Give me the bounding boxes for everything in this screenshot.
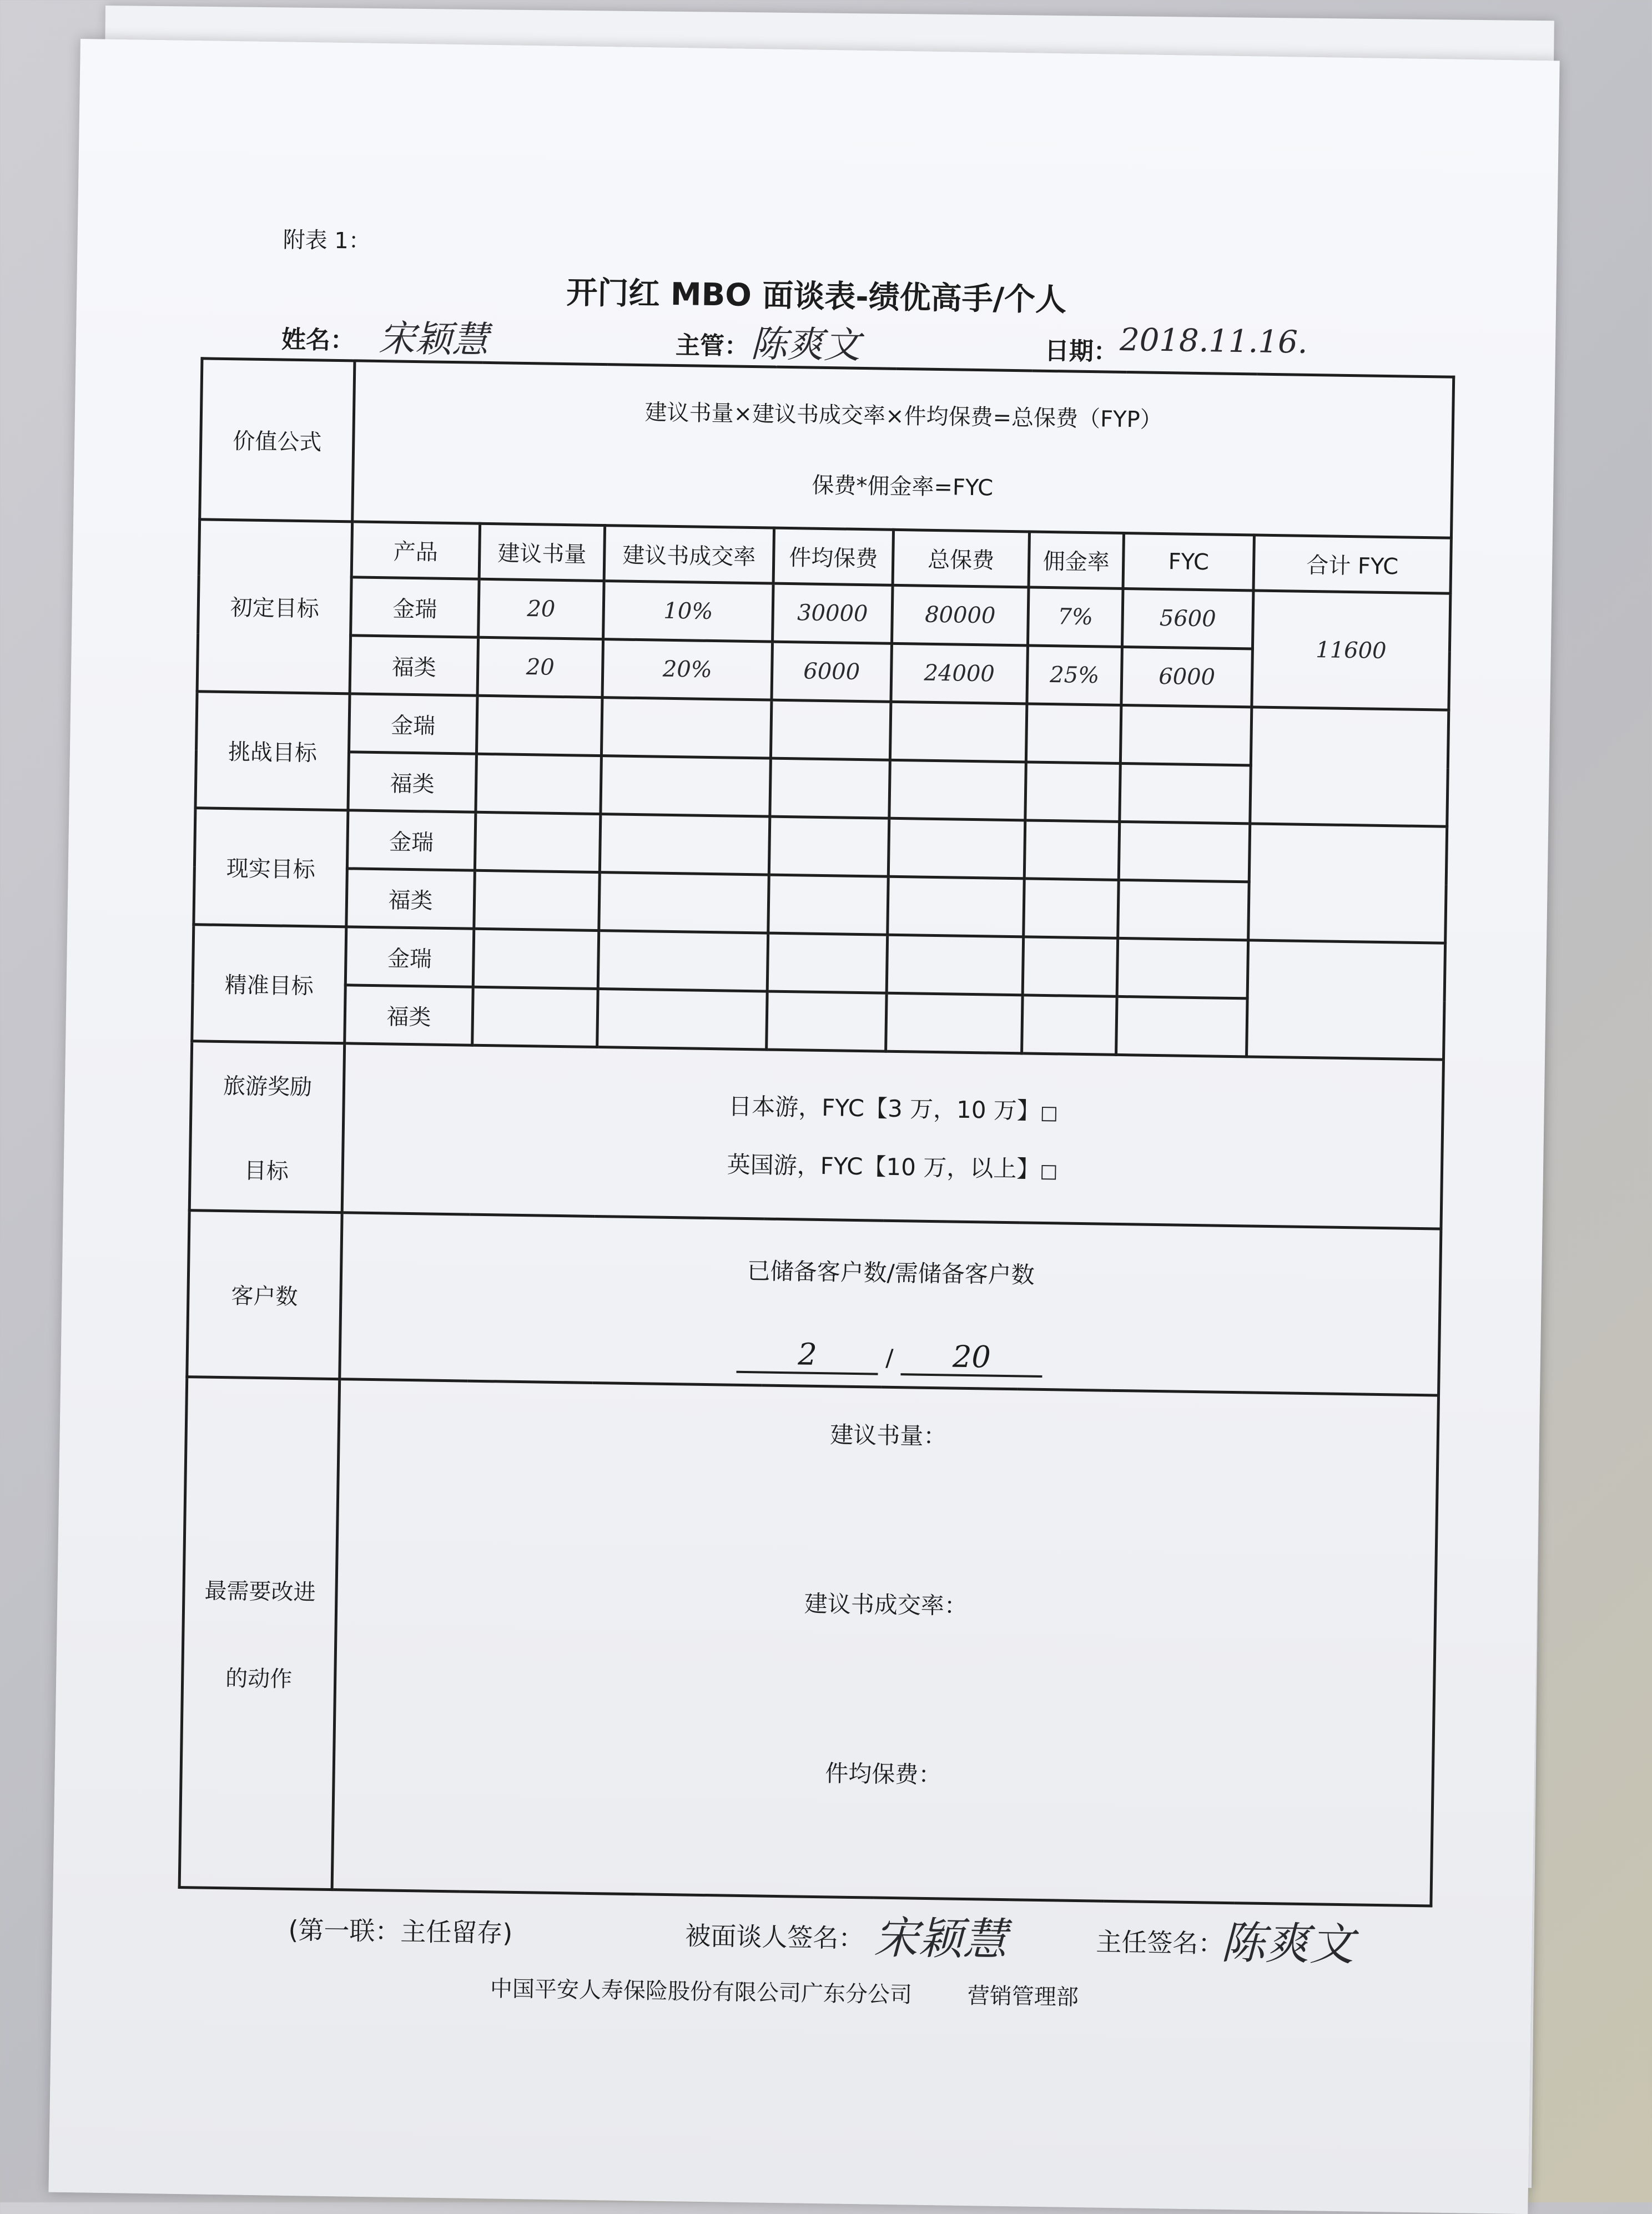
supervisor-label: 主管： <box>675 331 749 361</box>
column-header: 建议书量 <box>479 523 605 581</box>
value-cell <box>474 870 600 930</box>
total-fyc-cell <box>1247 940 1445 1060</box>
interviewee-signature-label: 被面谈人签名： <box>685 1920 864 1954</box>
value-cell <box>1024 879 1119 939</box>
value-cell <box>886 993 1023 1053</box>
travel-options <box>342 1043 1443 1229</box>
travel-option-japan <box>345 1082 1442 1132</box>
department-name: 营销管理部 <box>967 1983 1079 2011</box>
value-cell <box>601 756 771 817</box>
fraction-separator: / <box>885 1344 894 1371</box>
value-cell <box>476 754 602 814</box>
travel-label-line-2: 目标 <box>244 1158 289 1184</box>
value-cell <box>1120 705 1252 765</box>
value-cell <box>1024 820 1120 880</box>
value-cell <box>1118 880 1250 940</box>
actions-label-line-1: 最需要改进 <box>204 1578 316 1606</box>
product-cell: 金瑞 <box>349 694 477 754</box>
date-label: 日期： <box>1044 336 1119 366</box>
actions-cell <box>332 1379 1439 1906</box>
value-cell <box>601 698 772 759</box>
value-cell <box>767 933 888 993</box>
copy-note: (第一联：主任留存) <box>288 1914 513 1948</box>
actions-row <box>179 1377 1439 1906</box>
value-cell <box>1023 937 1118 997</box>
travel-label <box>189 1041 344 1213</box>
column-header: 件均保费 <box>773 528 893 585</box>
travel-option-uk <box>344 1141 1441 1190</box>
checkbox-uk[interactable]: □ <box>1039 1159 1058 1182</box>
value-cell: 6000 <box>1121 647 1253 707</box>
column-header: 建议书成交率 <box>604 526 774 584</box>
value-cell <box>889 760 1026 820</box>
action-item-avg-premium: 件均保费： <box>824 1759 942 1789</box>
section-label: 初定目标 <box>197 520 352 694</box>
value-cell <box>475 812 601 872</box>
name-label: 姓名： <box>281 325 355 355</box>
travel-option-japan-text: 日本游，FYC【3 万，10 万】 <box>728 1092 1041 1124</box>
travel-label-line-1: 旅游奖励 <box>223 1073 313 1100</box>
action-item-proposal-count: 建议书量： <box>830 1421 947 1450</box>
value-cell <box>890 702 1027 762</box>
director-signature: 陈爽文 <box>1220 1917 1355 1971</box>
total-fyc-cell <box>1250 707 1449 826</box>
action-item-close-rate: 建议书成交率： <box>804 1590 968 1620</box>
product-cell: 金瑞 <box>345 927 474 987</box>
value-cell <box>600 814 770 875</box>
section-label: 挑战目标 <box>195 692 350 810</box>
section-label: 精准目标 <box>192 925 346 1043</box>
value-cell: 10% <box>603 581 774 642</box>
company-name: 中国平安人寿保险股份有限公司广东分公司 <box>490 1976 913 2008</box>
director-signature-label: 主任签名： <box>1095 1926 1224 1959</box>
column-header: 合计 FYC <box>1253 535 1452 593</box>
value-cell <box>770 758 890 818</box>
name-value: 宋颖慧 <box>378 317 489 361</box>
value-cell <box>476 695 602 755</box>
value-cell: 20% <box>602 639 773 700</box>
value-cell <box>472 987 598 1047</box>
value-cell: 20 <box>477 637 603 697</box>
customers-label: 客户数 <box>187 1211 342 1379</box>
value-cell <box>769 816 889 876</box>
product-cell: 福类 <box>348 752 477 812</box>
column-header: 总保费 <box>893 529 1029 587</box>
value-cell <box>1025 762 1121 822</box>
actions-label <box>179 1377 340 1890</box>
total-fyc-cell <box>1248 824 1447 943</box>
value-cell <box>597 989 768 1050</box>
actions-label-line-2: 的动作 <box>225 1665 293 1692</box>
product-cell: 福类 <box>346 869 475 929</box>
formula-row <box>200 359 1454 538</box>
supervisor-value: 陈爽文 <box>750 322 861 367</box>
interviewee-signature: 宋颖慧 <box>873 1912 1008 1966</box>
value-cell <box>473 929 599 989</box>
value-cell: 80000 <box>892 585 1029 645</box>
value-cell <box>770 700 891 760</box>
value-cell <box>1022 995 1117 1055</box>
value-cell: 7% <box>1028 587 1123 647</box>
mbo-form-table <box>178 357 1455 1907</box>
total-fyc-cell: 11600 <box>1252 591 1450 710</box>
value-cell <box>1120 763 1251 823</box>
value-cell <box>768 875 889 935</box>
formula-label: 价值公式 <box>200 359 355 522</box>
customers-cell <box>340 1213 1441 1395</box>
section-label: 现实目标 <box>194 808 348 927</box>
value-cell: 25% <box>1027 645 1122 705</box>
value-cell: 24000 <box>891 643 1028 704</box>
value-cell <box>888 876 1025 937</box>
needed-customers-value: 20 <box>900 1338 1042 1378</box>
value-cell: 6000 <box>772 642 892 702</box>
checkbox-japan[interactable]: □ <box>1040 1101 1059 1124</box>
column-header: 产品 <box>351 522 480 579</box>
form-sheet <box>48 39 1559 2214</box>
value-cell <box>598 931 768 992</box>
customers-fraction <box>341 1330 1438 1383</box>
date-value: 2018.11.16. <box>1119 321 1308 361</box>
customers-row <box>187 1211 1441 1395</box>
value-cell <box>887 935 1024 995</box>
page-title: 开门红 MBO 面谈表-绩优高手/个人 <box>566 275 1067 319</box>
value-cell <box>1116 996 1248 1056</box>
product-cell: 金瑞 <box>351 577 480 637</box>
value-cell <box>767 991 887 1051</box>
value-cell <box>888 818 1025 879</box>
product-cell: 福类 <box>350 636 479 695</box>
value-cell <box>599 873 769 934</box>
value-cell <box>1026 704 1121 764</box>
value-cell: 5600 <box>1122 588 1253 648</box>
column-header: 佣金率 <box>1029 532 1124 589</box>
travel-option-uk-text: 英国游，FYC【10 万，以上】 <box>727 1151 1040 1183</box>
formula-line-2: 保费*佣金率=FYC <box>812 472 994 501</box>
column-header: FYC <box>1123 533 1254 590</box>
value-cell: 20 <box>479 579 605 639</box>
attachment-label: 附表 1： <box>283 227 371 254</box>
value-cell <box>1117 938 1248 998</box>
formula-cell <box>352 361 1454 538</box>
reserved-customers-value: 2 <box>737 1336 879 1375</box>
value-cell: 30000 <box>773 583 893 643</box>
customers-title: 已储备客户数/需储备客户数 <box>747 1257 1035 1289</box>
product-cell: 金瑞 <box>347 810 476 870</box>
formula-line-1: 建议书量×建议书成交率×件均保费=总保费（FYP） <box>644 399 1162 433</box>
travel-row <box>189 1041 1443 1229</box>
value-cell <box>1119 821 1250 881</box>
product-cell: 福类 <box>345 985 474 1045</box>
